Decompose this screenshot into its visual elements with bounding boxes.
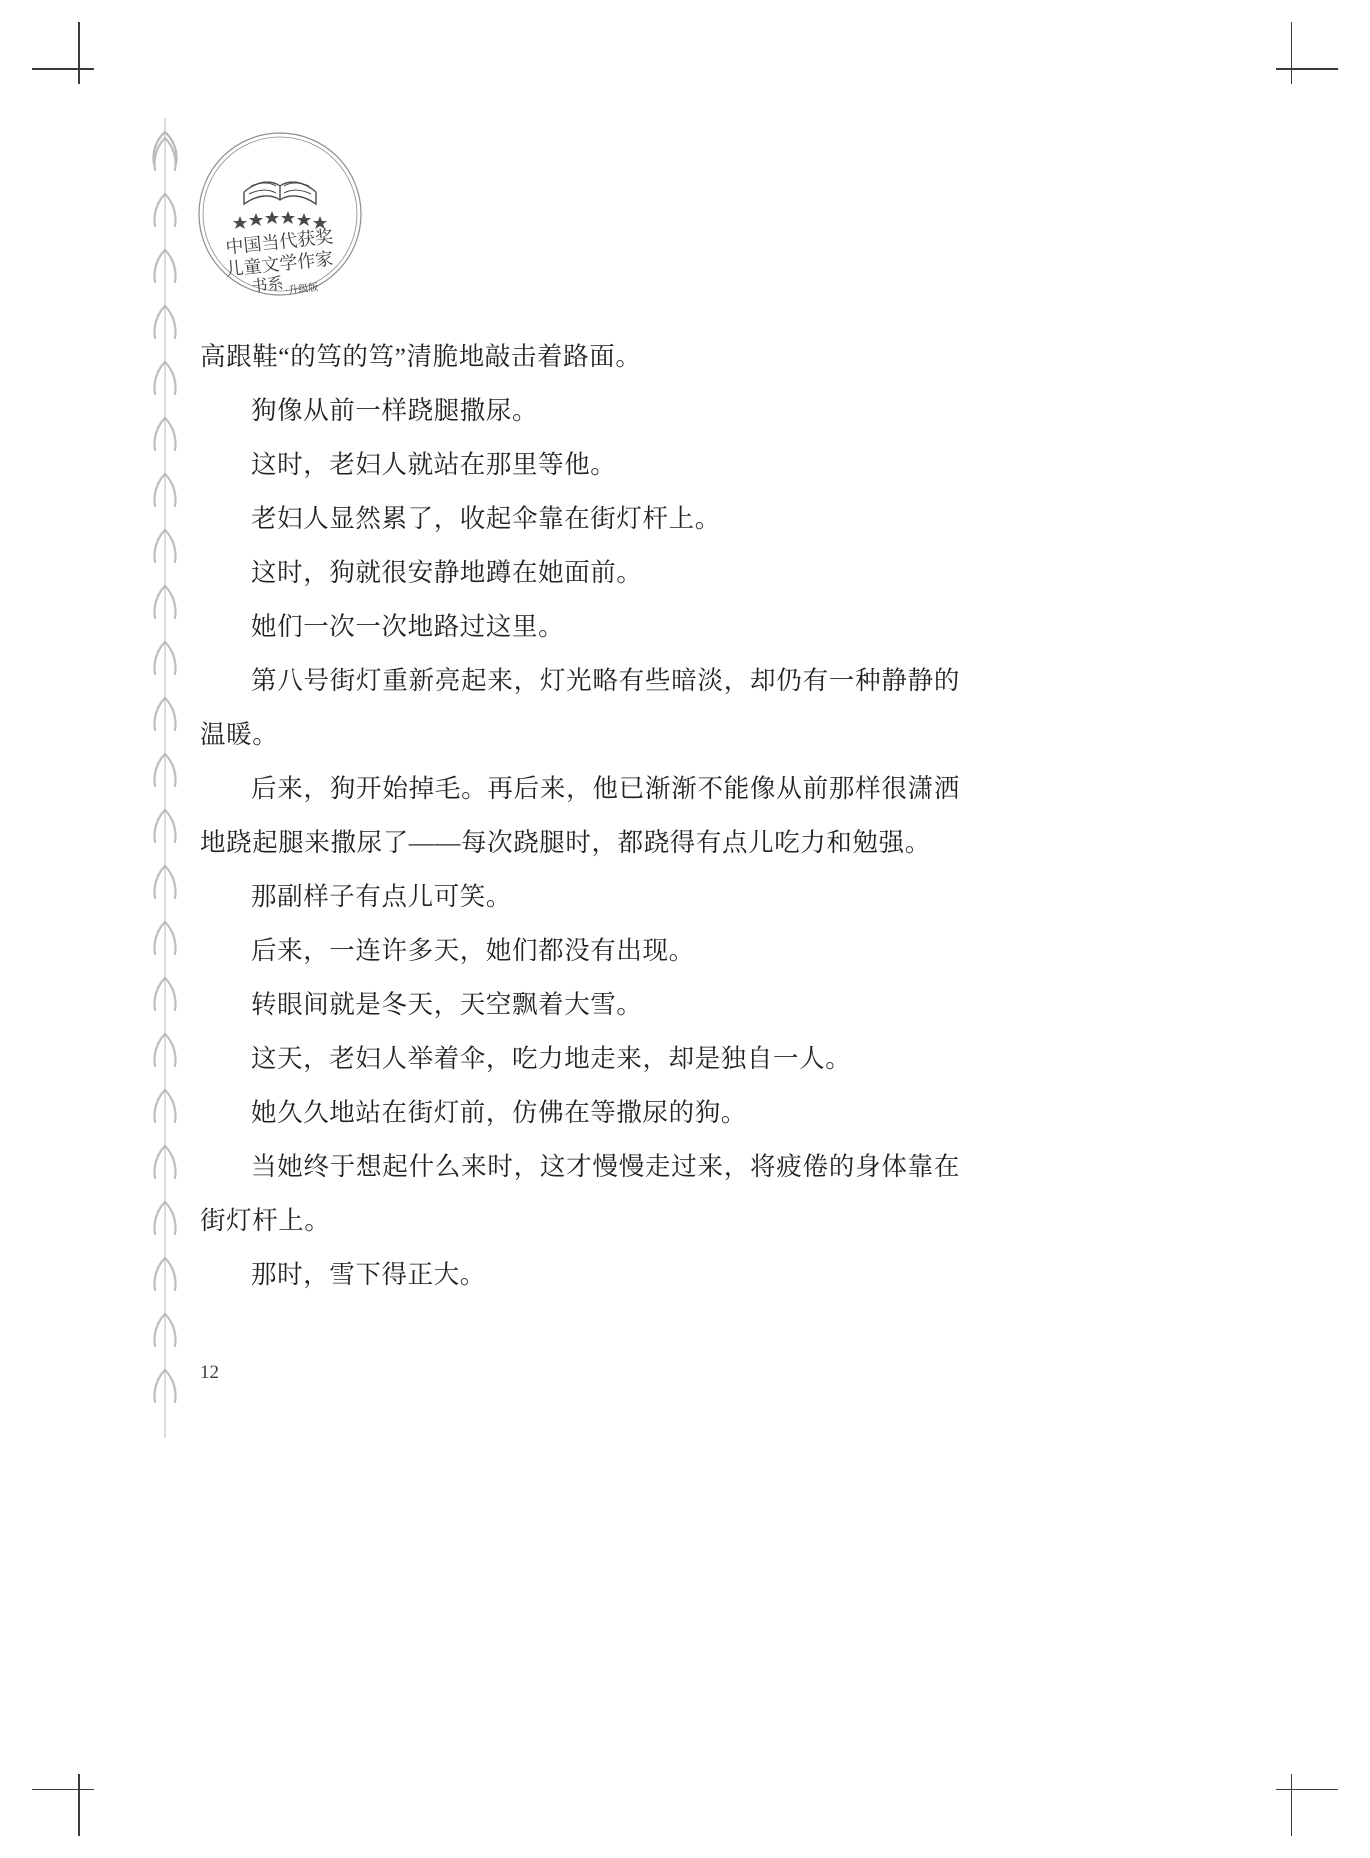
paragraph: 转眼间就是冬天，天空飘着大雪。 bbox=[251, 990, 643, 1019]
paragraph: 后来，一连许多天，她们都没有出现。 bbox=[251, 936, 695, 965]
paragraph: 高跟鞋“的笃的笃”清脆地敲击着路面。 bbox=[200, 342, 642, 371]
crop-mark-bottom-left bbox=[32, 1774, 94, 1836]
paragraph: 那时，雪下得正大。 bbox=[251, 1260, 486, 1289]
paragraph: 她久久地站在街灯前，仿佛在等撒尿的狗。 bbox=[251, 1098, 747, 1127]
paragraph: 后来，狗开始掉毛。再后来，他已渐渐不能像从前那样很潇洒地跷起腿来撒尿了——每次跷腿时，都跷得有点儿吃力和勉强。 bbox=[200, 774, 960, 857]
paragraph: 老妇人显然累了，收起伞靠在街灯杆上。 bbox=[251, 504, 721, 533]
series-emblem bbox=[196, 130, 364, 298]
paragraph: 第八号街灯重新亮起来，灯光略有些暗淡，却仍有一种静静的温暖。 bbox=[200, 666, 960, 749]
paragraph: 那副样子有点儿可笑。 bbox=[251, 882, 513, 911]
paragraph: 她们一次一次地路过这里。 bbox=[251, 612, 565, 641]
paragraph: 这时，老妇人就站在那里等他。 bbox=[251, 450, 617, 479]
paragraph: 当她终于想起什么来时，这才慢慢走过来，将疲倦的身体靠在街灯杆上。 bbox=[200, 1152, 960, 1235]
page-number: 12 bbox=[200, 1362, 219, 1383]
svg-text:·升级版: ·升级版 bbox=[284, 282, 319, 297]
paragraph: 这时，狗就很安静地蹲在她面前。 bbox=[251, 558, 643, 587]
crop-mark-top-right bbox=[1276, 22, 1338, 84]
vine-ornament-icon bbox=[148, 118, 182, 1438]
paragraph: 狗像从前一样跷腿撒尿。 bbox=[251, 396, 539, 425]
svg-text:书系: 书系 bbox=[250, 275, 285, 296]
crop-mark-bottom-right bbox=[1276, 1774, 1338, 1836]
paragraph: 这天，老妇人举着伞，吃力地走来，却是独自一人。 bbox=[251, 1044, 852, 1073]
svg-text:中国当代获奖: 中国当代获奖 bbox=[224, 226, 335, 258]
crop-mark-top-left bbox=[32, 22, 94, 84]
svg-text:儿童文学作家: 儿童文学作家 bbox=[224, 248, 335, 280]
page-body bbox=[200, 330, 960, 1302]
